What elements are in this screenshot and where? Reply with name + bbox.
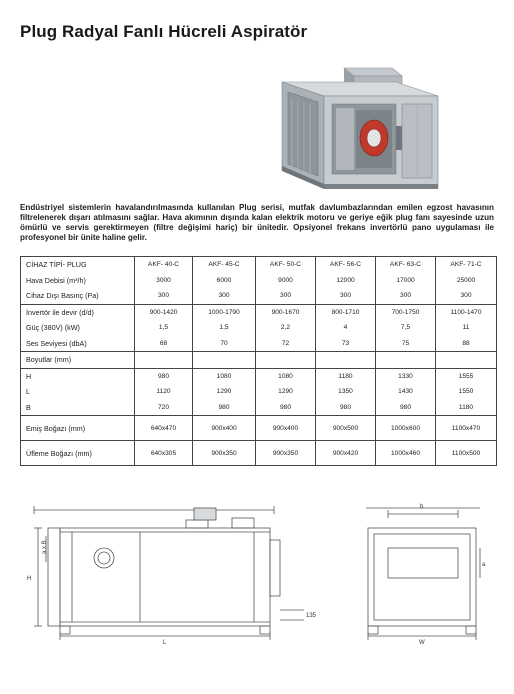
table-cell: 1430 <box>376 384 436 400</box>
table-row <box>21 304 497 320</box>
dim-b-label: b <box>420 504 424 510</box>
table-cell: 1100x470 <box>436 416 497 441</box>
table-cell: 1350 <box>316 384 376 400</box>
table-cell: 300 <box>135 288 193 304</box>
table-cell: 72 <box>256 336 316 352</box>
table-cell: 300 <box>376 288 436 304</box>
table-cell: 1555 <box>436 368 497 384</box>
model-header-cell: AKF- 71-C <box>436 257 497 273</box>
table-cell: 1080 <box>256 368 316 384</box>
table-cell: 68 <box>135 336 193 352</box>
table-cell: 7,5 <box>376 320 436 336</box>
row-label-cell: B <box>21 400 135 416</box>
table-row <box>21 416 497 441</box>
table-cell: 980 <box>316 400 376 416</box>
table-row <box>21 320 497 336</box>
table-cell <box>135 352 193 369</box>
dim-axb-label: a x B <box>42 540 48 554</box>
table-row <box>21 336 497 352</box>
table-cell: 9000 <box>256 273 316 289</box>
table-cell: 300 <box>193 288 256 304</box>
table-cell: 1180 <box>316 368 376 384</box>
table-cell <box>193 352 256 369</box>
table-cell <box>316 352 376 369</box>
table-cell: 900x400 <box>193 416 256 441</box>
table-cell: 1330 <box>376 368 436 384</box>
model-header-cell: AKF- 63-C <box>376 257 436 273</box>
table-cell: 75 <box>376 336 436 352</box>
dim-w-label: W <box>419 640 425 646</box>
table-cell: 1080 <box>193 368 256 384</box>
table-cell: 980 <box>135 368 193 384</box>
table-cell <box>256 352 316 369</box>
table-cell: 640x305 <box>135 441 193 466</box>
row-label-cell: H <box>21 368 135 384</box>
table-cell: 1000x600 <box>376 416 436 441</box>
product-photo <box>262 66 440 192</box>
table-cell: 980 <box>376 400 436 416</box>
row-label-cell: İnvertör ile devir (d/d) <box>21 304 135 320</box>
table-cell: 900x420 <box>316 441 376 466</box>
table-cell: 11 <box>436 320 497 336</box>
table-cell: 1100x500 <box>436 441 497 466</box>
spec-table <box>20 256 497 466</box>
row-label-cell: Üfleme Boğazı (mm) <box>21 441 135 466</box>
table-cell: 4 <box>316 320 376 336</box>
table-cell: 73 <box>316 336 376 352</box>
model-header-cell: AKF- 45-C <box>193 257 256 273</box>
table-cell <box>436 352 497 369</box>
table-row <box>21 384 497 400</box>
table-header-row <box>21 257 497 273</box>
table-row <box>21 273 497 289</box>
model-header-cell: AKF- 56-C <box>316 257 376 273</box>
table-cell: 900-1670 <box>256 304 316 320</box>
table-cell: 3000 <box>135 273 193 289</box>
model-header-cell: AKF- 40-C <box>135 257 193 273</box>
model-header-cell: AKF- 50-C <box>256 257 316 273</box>
table-cell: 300 <box>316 288 376 304</box>
table-cell <box>376 352 436 369</box>
page-title: Plug Radyal Fanlı Hücreli Aspiratör <box>20 22 308 41</box>
table-cell: 6000 <box>193 273 256 289</box>
table-cell: 1290 <box>256 384 316 400</box>
table-cell: 800-1710 <box>316 304 376 320</box>
table-cell: 900-1420 <box>135 304 193 320</box>
table-cell: 1,5 <box>135 320 193 336</box>
table-cell: 1000x460 <box>376 441 436 466</box>
table-row <box>21 352 497 369</box>
table-cell: 900x400 <box>256 416 316 441</box>
table-cell: 980 <box>256 400 316 416</box>
table-cell: 300 <box>436 288 497 304</box>
table-cell: 17000 <box>376 273 436 289</box>
row-label-cell: Emiş Boğazı (mm) <box>21 416 135 441</box>
table-cell: 1000-1790 <box>193 304 256 320</box>
row-label-cell: Ses Seviyesi (dbA) <box>21 336 135 352</box>
table-cell: 70 <box>193 336 256 352</box>
row-label-cell: L <box>21 384 135 400</box>
table-cell: 640x470 <box>135 416 193 441</box>
table-cell: 1120 <box>135 384 193 400</box>
table-cell: 1180 <box>436 400 497 416</box>
description: Endüstriyel sistemlerin havalandırılmasında kullanılan Plug serisi, mutfak davlumbazlarından emilen egzost havasının filtrelenerek dışarı atılmasını sağlar. Hava akımının dışında kalan elektrik motoru ve geriye eğik plug fanı sayesinde uzun ömürlü ve servis gerektirmeyen (filtre değişimi hariç) bir ünitedir. Opsiyonel frekans invertörlü pano uygulaması ile profesyonel bir ünite haline gelir. <box>20 203 494 242</box>
table-cell: 980 <box>193 400 256 416</box>
table-cell: 1550 <box>436 384 497 400</box>
dim-135-label: 135 <box>306 613 317 619</box>
table-cell: 900x350 <box>256 441 316 466</box>
table-row <box>21 400 497 416</box>
dim-h-label: H <box>27 576 32 582</box>
table-row <box>21 288 497 304</box>
table-cell: 720 <box>135 400 193 416</box>
table-cell: 12000 <box>316 273 376 289</box>
table-cell: 700-1750 <box>376 304 436 320</box>
header-label-cell: CİHAZ TİPİ- PLUG <box>21 257 135 273</box>
row-label-cell: Güç (380V) (kW) <box>21 320 135 336</box>
dim-a-label: a <box>482 562 486 568</box>
table-cell: 25000 <box>436 273 497 289</box>
table-cell: 900x500 <box>316 416 376 441</box>
table-cell: 1100-1470 <box>436 304 497 320</box>
table-cell: 1290 <box>193 384 256 400</box>
table-cell: 2,2 <box>256 320 316 336</box>
table-cell: 88 <box>436 336 497 352</box>
table-row <box>21 368 497 384</box>
table-cell: 300 <box>256 288 316 304</box>
row-label-cell: Cihaz Dışı Basınç (Pa) <box>21 288 135 304</box>
row-label-cell: Hava Debisi (m³/h) <box>21 273 135 289</box>
dim-l-label: L <box>163 640 167 646</box>
technical-drawing <box>18 496 498 646</box>
table-cell: 900x350 <box>193 441 256 466</box>
table-row <box>21 441 497 466</box>
row-label-cell: Boyutlar (mm) <box>21 352 135 369</box>
table-cell: 1,5 <box>193 320 256 336</box>
